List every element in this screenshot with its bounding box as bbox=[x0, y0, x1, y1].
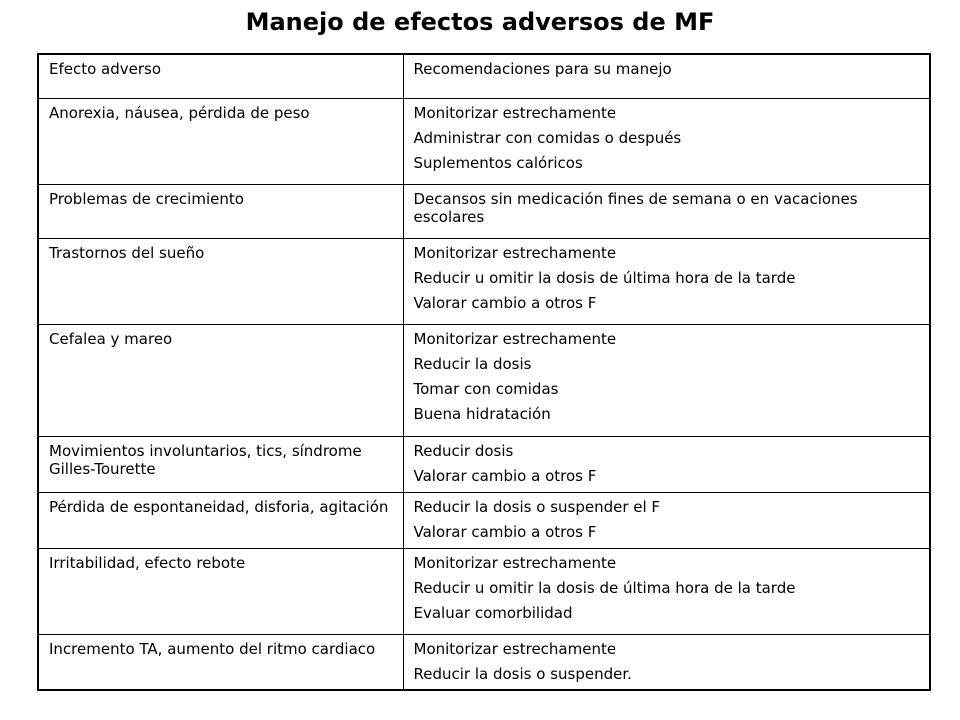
recommendations-cell bbox=[403, 324, 930, 436]
recommendation-line: Administrar con comidas o después bbox=[413, 128, 682, 147]
effect-text: Trastornos del sueño bbox=[49, 243, 205, 262]
table-row bbox=[38, 548, 930, 634]
effect-text: Irritabilidad, efecto rebote bbox=[49, 553, 246, 572]
recommendations-cell bbox=[403, 184, 930, 238]
recommendation-line: Monitorizar estrechamente bbox=[413, 639, 617, 658]
recommendation-line: Reducir u omitir la dosis de última hora de la tarde bbox=[413, 578, 796, 597]
recommendation-line: Evaluar comorbilidad bbox=[413, 603, 573, 622]
recommendation-line: Valorar cambio a otros F bbox=[413, 466, 597, 485]
recommendations-cell bbox=[403, 238, 930, 324]
recommendation-line: Suplementos calóricos bbox=[413, 153, 583, 172]
table-row bbox=[38, 634, 930, 690]
effect-cell bbox=[38, 184, 403, 238]
adverse-effects-table bbox=[37, 53, 931, 691]
page-title: Manejo de efectos adversos de MF bbox=[245, 8, 715, 36]
recommendation-line: Monitorizar estrechamente bbox=[413, 243, 617, 262]
recommendations-cell bbox=[403, 436, 930, 492]
effect-cell bbox=[38, 98, 403, 184]
recommendations-cell bbox=[403, 548, 930, 634]
recommendations-cell bbox=[403, 98, 930, 184]
effect-text: Pérdida de espontaneidad, disforia, agitación bbox=[49, 497, 389, 516]
recommendation-line: Monitorizar estrechamente bbox=[413, 103, 617, 122]
recommendation-line: Reducir la dosis o suspender el F bbox=[413, 497, 661, 516]
recommendation-line: Monitorizar estrechamente bbox=[413, 329, 617, 348]
recommendation-line: Buena hidratación bbox=[413, 404, 551, 423]
effect-cell bbox=[38, 436, 403, 492]
table-row bbox=[38, 436, 930, 492]
table-header-row bbox=[38, 54, 930, 98]
recommendation-line: Valorar cambio a otros F bbox=[413, 522, 597, 541]
effect-cell bbox=[38, 492, 403, 548]
recommendations-cell bbox=[403, 492, 930, 548]
effect-cell bbox=[38, 548, 403, 634]
effect-text: Problemas de crecimiento bbox=[49, 189, 244, 208]
recommendation-line: Reducir u omitir la dosis de última hora de la tarde bbox=[413, 268, 796, 287]
effect-text: Movimientos involuntarios, tics, síndrome Gilles-Tourette bbox=[49, 441, 362, 478]
recommendation-line: Valorar cambio a otros F bbox=[413, 293, 597, 312]
recommendation-line: Tomar con comidas bbox=[413, 379, 559, 398]
recommendation-line: Decansos sin medicación fines de semana o en vacaciones escolares bbox=[413, 189, 858, 226]
recommendations-cell bbox=[403, 634, 930, 690]
recommendation-line: Reducir la dosis o suspender. bbox=[413, 664, 632, 683]
header-recommendations: Recomendaciones para su manejo bbox=[403, 54, 930, 98]
effect-cell bbox=[38, 634, 403, 690]
recommendation-line: Monitorizar estrechamente bbox=[413, 553, 617, 572]
table-row bbox=[38, 324, 930, 436]
recommendation-line: Reducir dosis bbox=[413, 441, 514, 460]
effect-text: Cefalea y mareo bbox=[49, 329, 173, 348]
effect-text: Incremento TA, aumento del ritmo cardiaco bbox=[49, 639, 376, 658]
table-row bbox=[38, 492, 930, 548]
table-row bbox=[38, 184, 930, 238]
effect-cell bbox=[38, 238, 403, 324]
effect-text: Anorexia, náusea, pérdida de peso bbox=[49, 103, 310, 122]
table-row bbox=[38, 98, 930, 184]
effect-cell bbox=[38, 324, 403, 436]
table-row bbox=[38, 238, 930, 324]
recommendation-line: Reducir la dosis bbox=[413, 354, 532, 373]
header-effect: Efecto adverso bbox=[38, 54, 403, 98]
